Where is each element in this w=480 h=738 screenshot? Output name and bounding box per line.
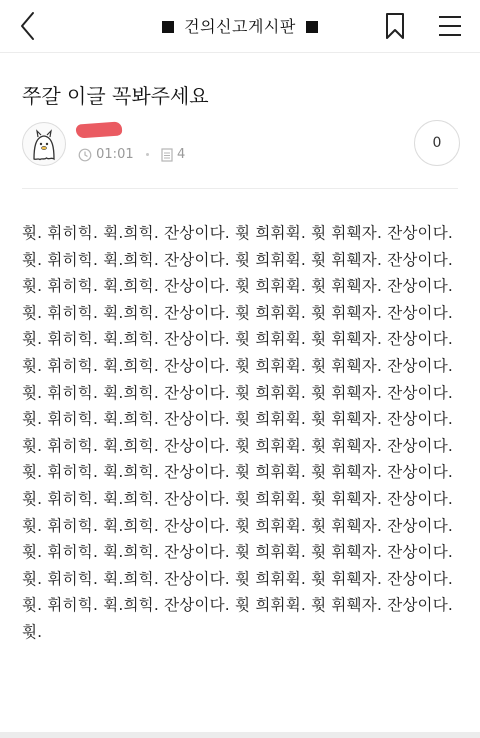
bookmark-icon	[384, 12, 406, 40]
post-title: 쭈갈 이글 꼭봐주세요	[22, 84, 209, 108]
post-meta	[78, 147, 185, 162]
bottom-bar	[0, 732, 480, 738]
author-name-redaction	[76, 121, 123, 138]
avatar[interactable]	[22, 122, 66, 166]
board-title	[0, 14, 480, 37]
document-icon	[161, 148, 173, 162]
comment-count-button[interactable]: 0	[414, 120, 460, 166]
post-time: 01:01	[96, 147, 134, 162]
bookmark-button[interactable]	[384, 12, 406, 40]
top-bar	[0, 0, 480, 52]
view-count: 4	[177, 147, 186, 162]
menu-button[interactable]	[438, 14, 462, 38]
board-title-text: 건의신고게시판	[184, 17, 296, 36]
meta-separator	[146, 153, 149, 156]
square-bullet-left	[162, 21, 174, 33]
content-divider	[22, 188, 458, 189]
clock-icon	[78, 148, 92, 162]
square-bullet-right	[306, 21, 318, 33]
post-body: 휫. 휘히힉. 휙.희힉. 잔상이다. 휫 희휘휙. 휫 휘훽자. 잔상이다. 휫. 휘히힉. 휙.희힉. 잔상이다. 휫 희휘휙. 휫 휘훽자. 잔상이다. 휫. 휘히힉. 휙.희힉. 잔상이다. 휫 희휘휙. 휫 휘훽자. 잔상이다. 휫. 휘히힉. 휙.희힉. 잔상이다. 휫 희휘휙. 휫 휘훽자. 잔상이다.휫. 휘히힉. 휙.희힉. 잔상이다. 휫 희휘휙. 휫 휘훽자. 잔상이다. 휫. 휘히힉. 휙.희힉. 잔상이다. 휫 희휘휙. 휫 휘훽자. 잔상이다. 휫. 휘히힉. 휙.희힉. 잔상이다. 휫 희휘휙. 휫 휘훽자. 잔상이다. 휫. 휘히힉. 휙.희힉. 잔상이다. 휫 희휘휙. 휫 휘훽자. 잔상이다.휫. 휘히힉. 휙.희힉. 잔상이다. 휫 희휘휙. 휫 휘훽자. 잔상이다. 휫. 휘히힉. 휙.희힉. 잔상이다. 휫 희휘휙. 휫 휘훽자. 잔상이다. 휫. 휘히힉. 휙.희힉. 잔상이다. 휫 희휘휙. 휫 휘훽자. 잔상이다. 휫. 휘히힉. 휙.희힉. 잔상이다. 휫 희휘휙. 휫 휘훽자. 잔상이다.휫. 휘히힉. 휙.희힉. 잔상이다. 휫 희휘휙. 휫 휘훽자. 잔상이다. 휫. 휘히힉. 휙.희힉. 잔상이다. 휫 희휘휙. 휫 휘훽자. 잔상이다. 휫. 휘히힉. 휙.희힉. 잔상이다. 휫 희휘휙. 휫 휘훽자. 잔상이다. 휫.	[22, 224, 454, 641]
hamburger-menu-icon	[438, 14, 462, 38]
header-divider	[0, 52, 480, 53]
ghost-avatar-icon	[23, 123, 65, 165]
